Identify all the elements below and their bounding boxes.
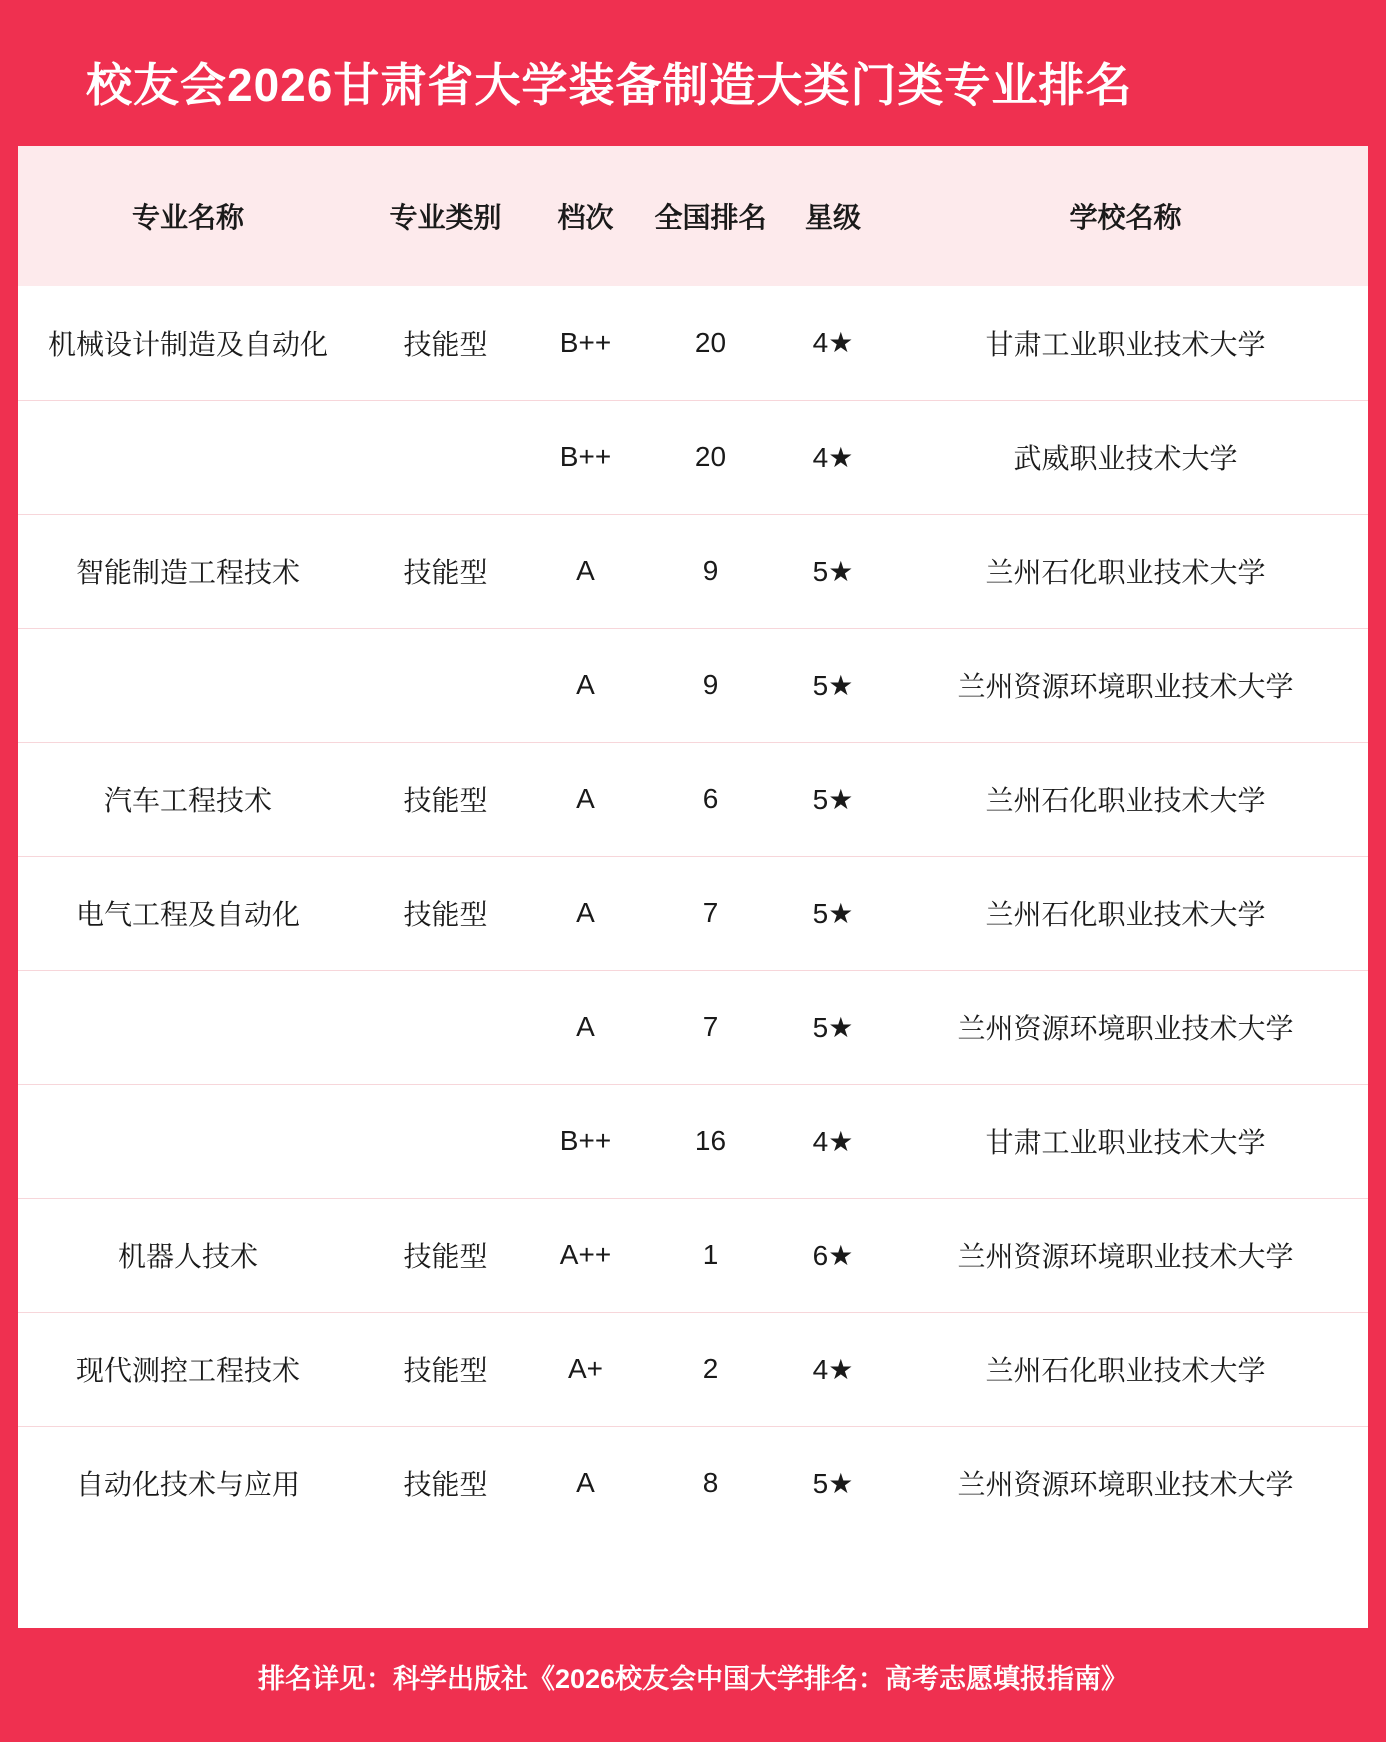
cell-category [358, 1084, 533, 1198]
cell-category: 技能型 [403, 1241, 488, 1272]
cell-star: 5★ [812, 897, 854, 929]
cell-grade: A [576, 783, 595, 814]
table-container [18, 146, 1368, 1628]
page-title: 校友会2026甘肃省大学装备制造大类门类专业排名 [86, 59, 1133, 111]
ranking-table [18, 146, 1368, 1540]
cell-grade: A [576, 555, 595, 586]
cell-star: 4★ [812, 1353, 854, 1385]
cell-category: 技能型 [403, 557, 488, 588]
cell-rank: 20 [694, 441, 727, 472]
cell-category: 技能型 [403, 328, 488, 360]
table-row [18, 856, 1368, 970]
table-row [18, 1084, 1368, 1198]
table-body [18, 286, 1368, 1540]
cell-category: 技能型 [403, 785, 488, 816]
cell-star: 6★ [812, 1239, 854, 1271]
cell-star: 4★ [812, 327, 854, 359]
cell-category [358, 970, 533, 1084]
cell-star: 5★ [812, 1467, 854, 1499]
cell-grade: A [576, 897, 595, 928]
cell-school: 武威职业技术大学 [1013, 443, 1238, 474]
table-row [18, 742, 1368, 856]
cell-category [358, 400, 533, 514]
cell-major: 电气工程及自动化 [75, 899, 300, 930]
cell-rank: 2 [702, 1353, 719, 1384]
cell-star: 5★ [812, 783, 854, 815]
cell-star: 5★ [812, 669, 854, 701]
cell-major [18, 1084, 358, 1198]
cell-school: 兰州资源环境职业技术大学 [957, 1013, 1294, 1044]
footer-note-bar [18, 1628, 1368, 1724]
cell-category: 技能型 [403, 1469, 488, 1501]
cell-grade: A [576, 1467, 595, 1499]
cell-major: 现代测控工程技术 [75, 1355, 300, 1386]
table-row [18, 400, 1368, 514]
cell-school: 兰州石化职业技术大学 [985, 785, 1266, 816]
cell-school: 甘肃工业职业技术大学 [985, 328, 1266, 360]
cell-rank: 7 [702, 1011, 719, 1042]
column-header-star: 星级 [804, 202, 861, 233]
column-header-grade: 档次 [557, 202, 614, 233]
cell-rank: 8 [702, 1467, 719, 1499]
cell-major [18, 970, 358, 1084]
cell-rank: 9 [702, 555, 719, 586]
cell-category [358, 628, 533, 742]
table-header [18, 146, 1368, 286]
cell-grade: A++ [559, 1239, 612, 1270]
cell-major: 汽车工程技术 [103, 785, 272, 816]
cell-rank: 7 [702, 897, 719, 928]
cell-grade: B++ [559, 326, 612, 358]
cell-rank: 16 [694, 1125, 727, 1156]
cell-school: 兰州资源环境职业技术大学 [957, 1469, 1294, 1501]
cell-school: 兰州资源环境职业技术大学 [957, 1241, 1294, 1272]
cell-star: 4★ [812, 441, 854, 473]
cell-rank: 9 [702, 669, 719, 700]
cell-school: 甘肃工业职业技术大学 [985, 1127, 1266, 1158]
column-header-major: 专业名称 [131, 202, 244, 233]
cell-star: 4★ [812, 1125, 854, 1157]
cell-school: 兰州石化职业技术大学 [985, 899, 1266, 930]
footer-note: 排名详见：科学出版社《2026校友会中国大学排名：高考志愿填报指南》 [257, 1663, 1129, 1694]
table-header-row [18, 146, 1368, 286]
cell-major: 自动化技术与应用 [75, 1469, 300, 1501]
table-row [18, 1312, 1368, 1426]
cell-grade: B++ [559, 1125, 612, 1156]
title-bar [18, 18, 1368, 146]
table-row [18, 628, 1368, 742]
cell-star: 5★ [812, 555, 854, 587]
cell-major: 机器人技术 [117, 1241, 258, 1272]
cell-school: 兰州石化职业技术大学 [985, 1355, 1266, 1386]
cell-rank: 1 [702, 1239, 719, 1270]
cell-rank: 6 [702, 783, 719, 814]
cell-grade: A [576, 1011, 595, 1042]
cell-grade: A+ [567, 1353, 604, 1384]
column-header-category: 专业类别 [389, 202, 502, 233]
cell-star: 5★ [812, 1011, 854, 1043]
cell-major: 机械设计制造及自动化 [47, 328, 328, 360]
cell-category: 技能型 [403, 1355, 488, 1386]
cell-category: 技能型 [403, 899, 488, 930]
cell-school: 兰州石化职业技术大学 [985, 557, 1266, 588]
cell-school: 兰州资源环境职业技术大学 [957, 671, 1294, 702]
table-row [18, 1426, 1368, 1540]
table-row [18, 286, 1368, 400]
cell-major: 智能制造工程技术 [75, 557, 300, 588]
table-row [18, 970, 1368, 1084]
cell-rank: 20 [694, 326, 727, 358]
table-row [18, 1198, 1368, 1312]
ranking-card [18, 18, 1368, 1724]
table-row [18, 514, 1368, 628]
cell-grade: A [576, 669, 595, 700]
cell-grade: B++ [559, 441, 612, 472]
cell-major [18, 400, 358, 514]
column-header-national-rank: 全国排名 [654, 202, 767, 233]
cell-major [18, 628, 358, 742]
column-header-school: 学校名称 [1069, 202, 1182, 233]
